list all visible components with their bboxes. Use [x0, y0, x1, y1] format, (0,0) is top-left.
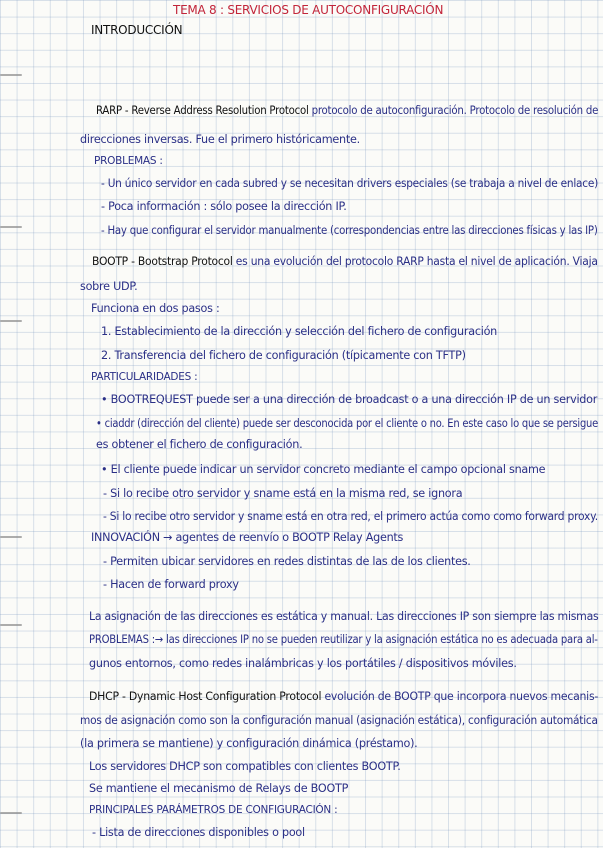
- bootp-particular-item: • ciaddr (dirección del cliente) puede ser desconocida por el cliente o no. En este caso lo que se persigue: [96, 417, 599, 430]
- bootp-problems-line: PROBLEMAS :→ las direcciones IP no se pueden reutilizar y la asignación estática no es adecuada para al-: [89, 633, 598, 646]
- bootp-particular-item: • El cliente puede indicar un servidor concreto mediante el campo opcional sname: [101, 463, 546, 476]
- bootp-description-cont: sobre UDP.: [80, 280, 138, 293]
- dhcp-description-cont: Se mantiene el mecanismo de Relays de BOOTP: [89, 782, 349, 795]
- rarp-problem-item: - Un único servidor en cada subred y se necesitan drivers especiales (se trabaja a nivel de enlace): [101, 177, 598, 190]
- bootp-innovation-item: - Hacen de forward proxy: [103, 578, 239, 591]
- binder-hole-mark: [0, 812, 22, 814]
- bootp-paragraph-line: [92, 255, 598, 268]
- bootp-particular-item: • BOOTREQUEST puede ser a una dirección de broadcast o a una dirección IP de un servidor: [101, 393, 598, 406]
- section-heading-introduccion: INTRODUCCIÓN: [91, 23, 183, 37]
- rarp-description-cont: direcciones inversas. Fue el primero históricamente.: [80, 133, 360, 146]
- rarp-problem-item: - Hay que configurar el servidor manualmente (correspondencias entre las direcciones físicas y las IP): [101, 224, 598, 237]
- dhcp-description-cont: (la primera se mantiene) y configuración dinámica (préstamo).: [80, 737, 418, 750]
- bootp-steps-heading: Funciona en dos pasos :: [91, 302, 220, 315]
- bootp-innovation-item: - Permiten ubicar servidores en redes distintas de las de los clientes.: [103, 555, 471, 568]
- bootp-step-item: 2. Transferencia del fichero de configuración (típicamente con TFTP): [101, 349, 466, 362]
- rarp-paragraph-line: [96, 104, 598, 117]
- binder-hole-mark: [0, 624, 22, 626]
- dhcp-param-item: - Lista de direcciones disponibles o pool: [92, 826, 305, 839]
- bootp-particulars-heading: PARTICULARIDADES :: [91, 371, 198, 383]
- bootp-particular-item: - Si lo recibe otro servidor y sname está en la misma red, se ignora: [103, 487, 463, 500]
- bootp-problems-line: gunos entornos, como redes inalámbricas y los portátiles / dispositivos móviles.: [89, 657, 517, 670]
- binder-hole-mark: [0, 226, 22, 228]
- bootp-innovation-heading: INNOVACIÓN → agentes de reenvío o BOOTP Relay Agents: [91, 531, 404, 544]
- binder-hole-mark: [0, 536, 22, 538]
- binder-hole-mark: [0, 320, 22, 322]
- rarp-name: RARP - Reverse Address Resolution Protocol: [96, 104, 309, 117]
- dhcp-paragraph-line: [89, 690, 598, 703]
- bootp-step-item: 1. Establecimiento de la dirección y selección del fichero de configuración: [101, 325, 498, 338]
- dhcp-params-heading: PRINCIPALES PARÁMETROS DE CONFIGURACIÓN :: [89, 804, 338, 816]
- binder-hole-mark: [0, 74, 22, 76]
- bootp-particular-item: es obtener el fichero de configuración.: [96, 438, 303, 451]
- rarp-problem-item: - Poca información : sólo posee la dirección IP.: [101, 200, 347, 213]
- dhcp-description-cont: Los servidores DHCP son compatibles con clientes BOOTP.: [89, 760, 401, 773]
- rarp-description: protocolo de autoconfiguración. Protocolo de resolución de: [311, 104, 599, 117]
- rarp-problems-heading: PROBLEMAS :: [94, 155, 163, 167]
- dhcp-description-cont: mos de asignación como son la configuración manual (asignación estática), configuración automática: [80, 714, 598, 727]
- dhcp-name: DHCP - Dynamic Host Configuration Protocol: [89, 690, 322, 703]
- bootp-name: BOOTP - Bootstrap Protocol: [92, 255, 233, 268]
- bootp-particular-item: - Si lo recibe otro servidor y sname está en otra red, el primero actúa como como forward proxy.: [103, 510, 598, 523]
- bootp-static-note: La asignación de las direcciones es estática y manual. Las direcciones IP son siempre las mismas: [89, 610, 599, 623]
- page-title: TEMA 8 : SERVICIOS DE AUTOCONFIGURACIÓN: [173, 3, 444, 17]
- dhcp-description: evolución de BOOTP que incorpora nuevos mecanis-: [324, 690, 599, 703]
- bootp-description: es una evolución del protocolo RARP hasta el nivel de aplicación. Viaja: [235, 255, 598, 268]
